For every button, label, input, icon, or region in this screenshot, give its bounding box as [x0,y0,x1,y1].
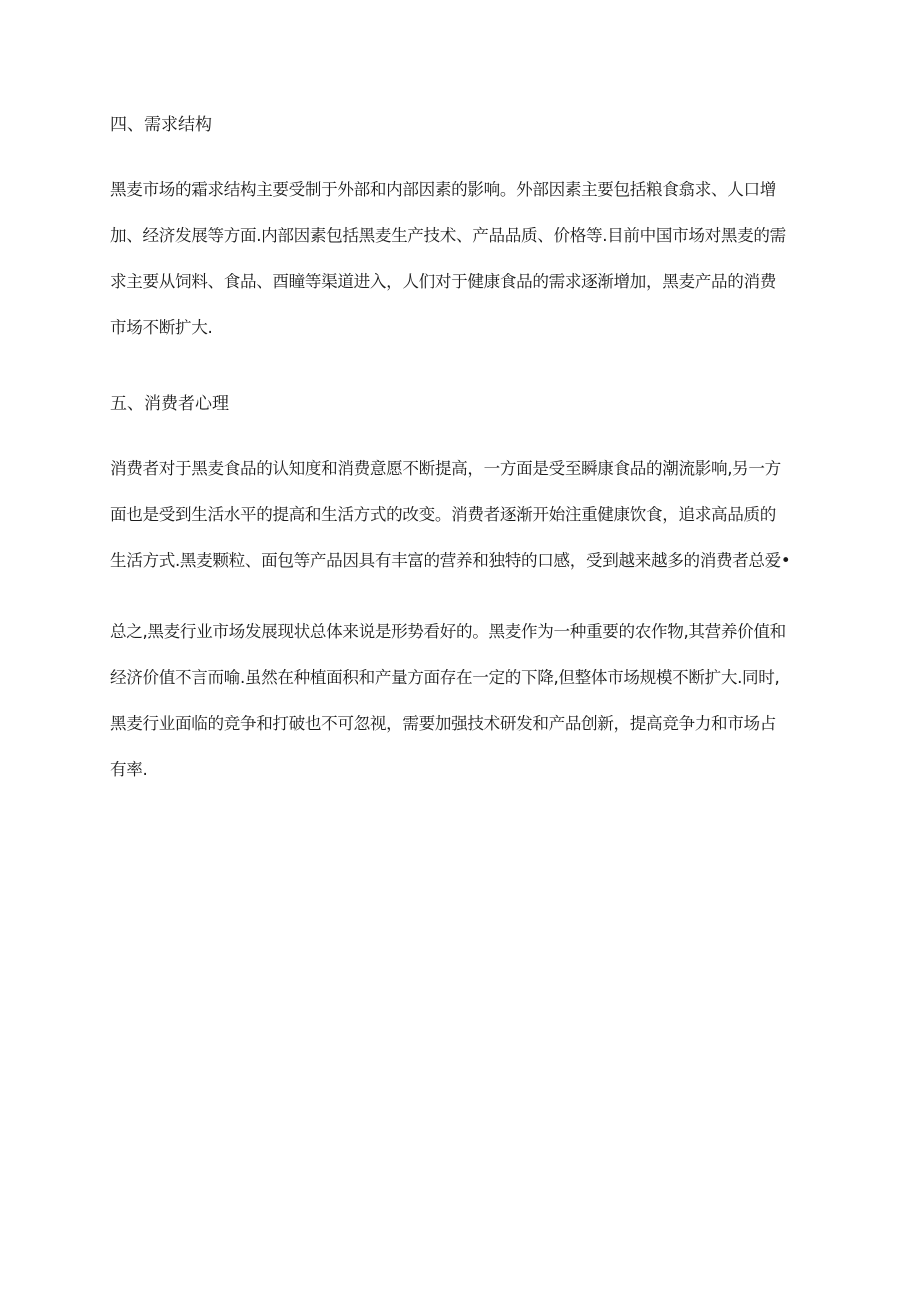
text-line: 加、经济发展等方面.内部因素包括黑麦生产技术、产品品质、价格等.目前中国市场对黑麦的需 [110,226,786,245]
text-line: 黑麦市场的霜求结构主要受制于外部和内部因素的影响。外部因素主要包括粮食翕求、人口增 [110,180,776,199]
paragraph-demand-structure [110,167,812,351]
text-line: 经济价值不言而喻.虽然在种植面积和产量方面存在一定的下降,但整体市场规模不断扩大.同时, [110,668,780,687]
text-line: 求主要从饲料、食品、酉瞳等渠道进入，人们对于健康食品的需求逐渐增加，黑麦产品的消费 [110,272,776,291]
paragraph-consumer-psychology [110,446,812,584]
section-heading-consumer-psychology: 五、消费者心理 [110,394,229,414]
text-line: 消费者对于黑麦食品的认知度和消费意愿不断提高，一方面是受至瞬康食品的潮流影响,另一方 [110,459,781,478]
paragraph-conclusion [110,609,812,793]
text-line: 面也是受到生活水平的提高和生活方式的改变。消费者逐渐开始注重健康饮食，追求高品质的 [110,505,776,524]
text-line: 总之,黑麦行业市场发展现状总体来说是形势看好的。黑麦作为一种重要的农作物,其营养价值和 [110,622,786,641]
text-line: 有率. [110,760,148,779]
text-line: 黑麦行业面临的竞争和打破也不可忽视，需要加强技术研发和产品创新，提高竞争力和市场占 [110,714,776,733]
text-line: 市场不断扩大. [110,318,213,337]
section-heading-demand-structure: 四、需求结构 [110,115,212,135]
text-line: 生活方式.黑麦颗粒、面包等产品因具有丰富的营养和独特的口感，受到越来越多的消费者总爱• [110,551,791,570]
